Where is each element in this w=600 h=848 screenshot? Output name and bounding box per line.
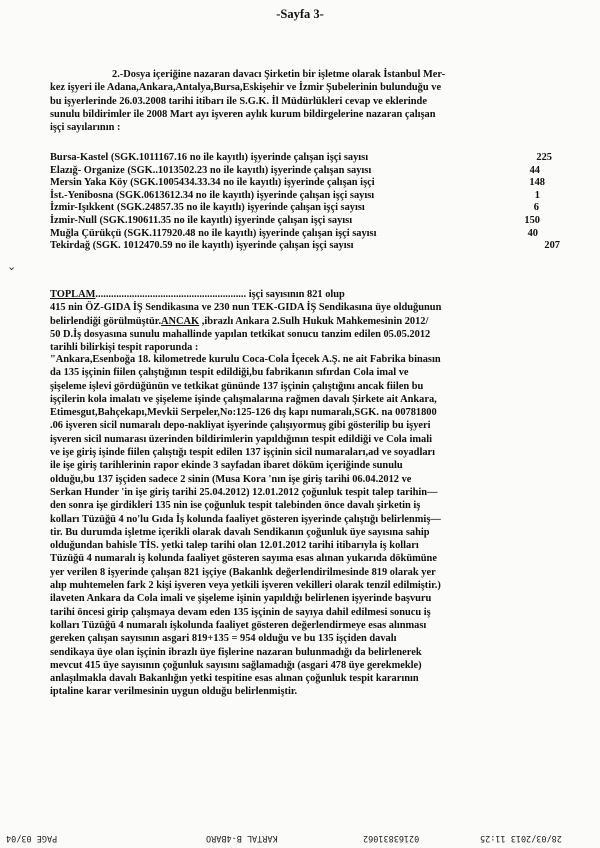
intro-line: işçi sayılarının : (50, 122, 121, 134)
fax-page: PAGE 03/04 (6, 833, 58, 843)
body-line: gereken çalışan sayısının asgari 819+135 = 954 olduğu ve bu 135 işçiden davalı (50, 633, 397, 645)
body-line: ve işe giriş işinde fiilen çalıştığı tespit edilen 137 işçinin sicil numaraları,ad ve soyadları (50, 447, 436, 459)
count-row-elazig (50, 165, 565, 178)
body-line: "Ankara,Esenboğa 18. kilometrede kurulu Coca-Cola İçecek A.Ş. ne ait Fabrika binasın (50, 354, 441, 365)
count-row-bursa (50, 152, 565, 165)
count-value: 150 (524, 214, 540, 226)
body-line: .06 işveren sicil numaralı depo-nakliyat işyerinde çalışıyormuş gibi gösterilip bu işyeri (50, 420, 431, 432)
fax-footer (0, 829, 600, 848)
count-label: İzmir-Null (SGK.190611.35 no ile kayıtlı) işyerinde çalışan işçi sayısı (50, 214, 353, 226)
worker-counts-list (50, 152, 565, 253)
body-line: kolları Tüzüğü 4 numaralı işkolunda faaliyet gösteren değerlendirmeye esas alınması (50, 619, 427, 631)
body-line: alıp muhtemelen fark 2 kişi işveren veya yetkili işveren vekilleri olarak tenzil edilmiştir.) (50, 580, 441, 592)
body-line: den sonra işe girdikleri 135 nin ise çoğunluk tespit talebinden önce davalı şirketin iş (50, 500, 421, 512)
body-line: kolları Tüzüğü 4 no'lu Gıda İş kolunda faaliyet gösteren işyerinde çalıştığı belirlenmiş— (50, 513, 441, 525)
body-line: olduğundan bahisle TİS. yetki talep tarihi olan 12.01.2012 tarihi itibarıyla iş kolları (50, 540, 419, 552)
count-row-mersin (50, 177, 565, 190)
total-line: 50 D.İş dosyasına sunulu mahallinde yapılan tetkikat sonucu tanzim edilen 05.05.2012 (50, 328, 431, 340)
intro-line: 2.-Dosya içeriğine nazaran davacı Şirketin bir işletme olarak İstanbul Mer- (112, 69, 446, 80)
count-label: Tekirdağ (SGK. 1012470.59 no ile kayıtlı) işyerinde çalışan işçi sayısı (50, 240, 354, 252)
body-line: iptaline karar verilmesinin uygun olduğu belirlenmiştir. (50, 686, 298, 698)
report-paragraph (50, 353, 568, 699)
body-line: sendikaya üye olan işçinin ibrazlı üye fişlerine nazaran bulunmadığı da belirlenerek (50, 646, 422, 658)
fax-sender: KARTAL B-4BARO (206, 833, 278, 843)
total-dots: .......................................................... (95, 289, 247, 300)
body-line: da 135 işçinin fiilen çalıştığının tespit edildiği,bu fabrikanın sıfırdan Cola imal ve (50, 367, 409, 379)
count-label: Muğla Çürükçü (SGK.117920.48 no ile kayıtlı) işyerinde çalışan işçi sayısı (50, 227, 377, 239)
body-line: ilaveten Ankara da Cola imali ve şişeleme işinin yapıldığı belirlenen işyerinde başvuru (50, 593, 432, 605)
total-line (50, 315, 568, 328)
body-line: Etimesgut,Bahçekapı,Mevkii Serpeler,No:125-126 dış kapı numaralı,SGK. na 00781800 (50, 407, 437, 419)
count-value: 148 (529, 177, 545, 189)
page-header: -Sayfa 3- (276, 7, 324, 21)
total-line: tarihli bilirkişi tespit raporunda : (50, 342, 199, 354)
intro-line: kez işyeri ile Adana,Ankara,Antalya,Bursa,Eskişehir ve İzmir Şubelerinin bulunduğu ve (50, 82, 442, 94)
body-line: yer verilen 8 işyerinde çalışan 821 işçiye (Bakanlık değerlendirilmesinde 819 olarak yer (50, 566, 436, 578)
intro-line: bu işyerlerinde 26.03.2008 tarihi itibarı ile S.G.K. İl Müdürlükleri cevap ve eklerinde (50, 95, 427, 107)
count-row-izmir-isikkent (50, 202, 565, 215)
count-row-izmir-null (50, 215, 565, 228)
count-label: Bursa-Kastel (SGK.1011167.16 no ile kayıtlı) işyerinde çalışan işçi sayısı (50, 152, 369, 163)
body-line: olduğu,bu 137 işçiden sadece 2 sinin (Musa Kora 'nın işe giriş tarihi 06.04.2012 ve (50, 473, 412, 485)
body-line: tarihi öncesi girip çalışmaya devam eden 135 işçinin de sayıya dahil edilmesi sonucu iş (50, 606, 431, 618)
count-value: 207 (544, 240, 560, 252)
count-value: 6 (533, 202, 539, 214)
count-row-istanbul (50, 190, 565, 203)
count-row-tekirdag (50, 240, 565, 253)
total-paragraph (50, 288, 568, 354)
count-label: Mersin Yaka Köy (SGK.1005434.33.34 no ile kayıtlı) işyerinde çalışan işçi (50, 177, 375, 189)
body-line: işçilerin kola imalatı ve şişeleme işinde çalışmalarına rağmen davalı Şirkete ait Ankara, (50, 393, 437, 405)
total-line3-post: ,ibrazlı Ankara 2.Sulh Hukuk Mahkemesinin 2012/ (199, 315, 429, 327)
total-line (50, 288, 568, 301)
count-row-mugla (50, 228, 565, 241)
fax-datetime: 28/03/2013 11:25 (480, 833, 562, 843)
ancak-word: ANCAK (161, 315, 200, 327)
body-line: Serkan Hunder 'in işe giriş tarihi 25.04.2012) 12.01.2012 çoğunluk tespit talep tarihin— (50, 486, 438, 498)
count-value: 40 (527, 227, 538, 239)
body-line: Tüzüğü 4 numaralı iş kolunda faaliyet gösteren sayıma esas alınan yukarıda dökümüne (50, 553, 437, 565)
body-line: şişeleme işlevi gördüğünün ve tetkikat gününde 137 işçinin çalıştığını ancak fiilen bu (50, 380, 424, 392)
total-line3-pre: belirlendiği görülmüştür. (50, 315, 162, 327)
body-line: işveren sicil numarası üzerinden bildirimlerin yapıldığının tespit edildiği ve Cola imali (50, 433, 432, 445)
body-line: ile işe giriş tarihlerinin rapor ekinde 3 sayfadan ibaret döküm içeriğinde sunulu (50, 460, 403, 472)
fax-number: 02163831062 (363, 833, 420, 843)
body-line: tir. Bu durumda işletme içerikli olarak davalı Sendikanın çoğunluk üye sayısına sahip (50, 526, 430, 538)
count-label: İst.-Yenibosna (SGK.0613612.34 no ile kayıtlı) işyerinde çalışan işçi sayısı (50, 189, 375, 201)
total-line: 415 nin ÖZ-GIDA İŞ Sendikasına ve 230 nun TEK-GIDA İŞ Sendikasına üye olduğunun (50, 302, 442, 314)
count-label: İzmir-Işıkkent (SGK.24857.35 no ile kayıtlı) işyerinde çalışan işçi sayısı (50, 202, 365, 214)
total-label: TOPLAM (50, 289, 96, 300)
intro-line: sunulu bildirimler ile 2008 Mart ayı işveren aylık kurum bildirgelerine nazaran çalışan (50, 108, 436, 120)
count-value: 225 (536, 152, 552, 163)
count-value: 1 (534, 189, 540, 201)
body-line: mevcut 415 üye sayısının çoğunluk sayısını sağlamadığı (asgari 478 üye gerekmekle) (50, 659, 422, 671)
count-value: 44 (529, 164, 540, 176)
count-label: Elazığ- Organize (SGK..1013502.23 no ile kayıtlı) işyerinde çalışan sayısı (50, 164, 372, 176)
total-line1-text: işçi sayısının 821 olup (246, 289, 345, 300)
margin-mark: ⌄ (7, 261, 17, 273)
body-line: anlaşılmakla davalı Bakanlığın yetki tespitine esas alınan çoğunluk tespit kararının (50, 673, 419, 685)
intro-paragraph (50, 68, 568, 134)
